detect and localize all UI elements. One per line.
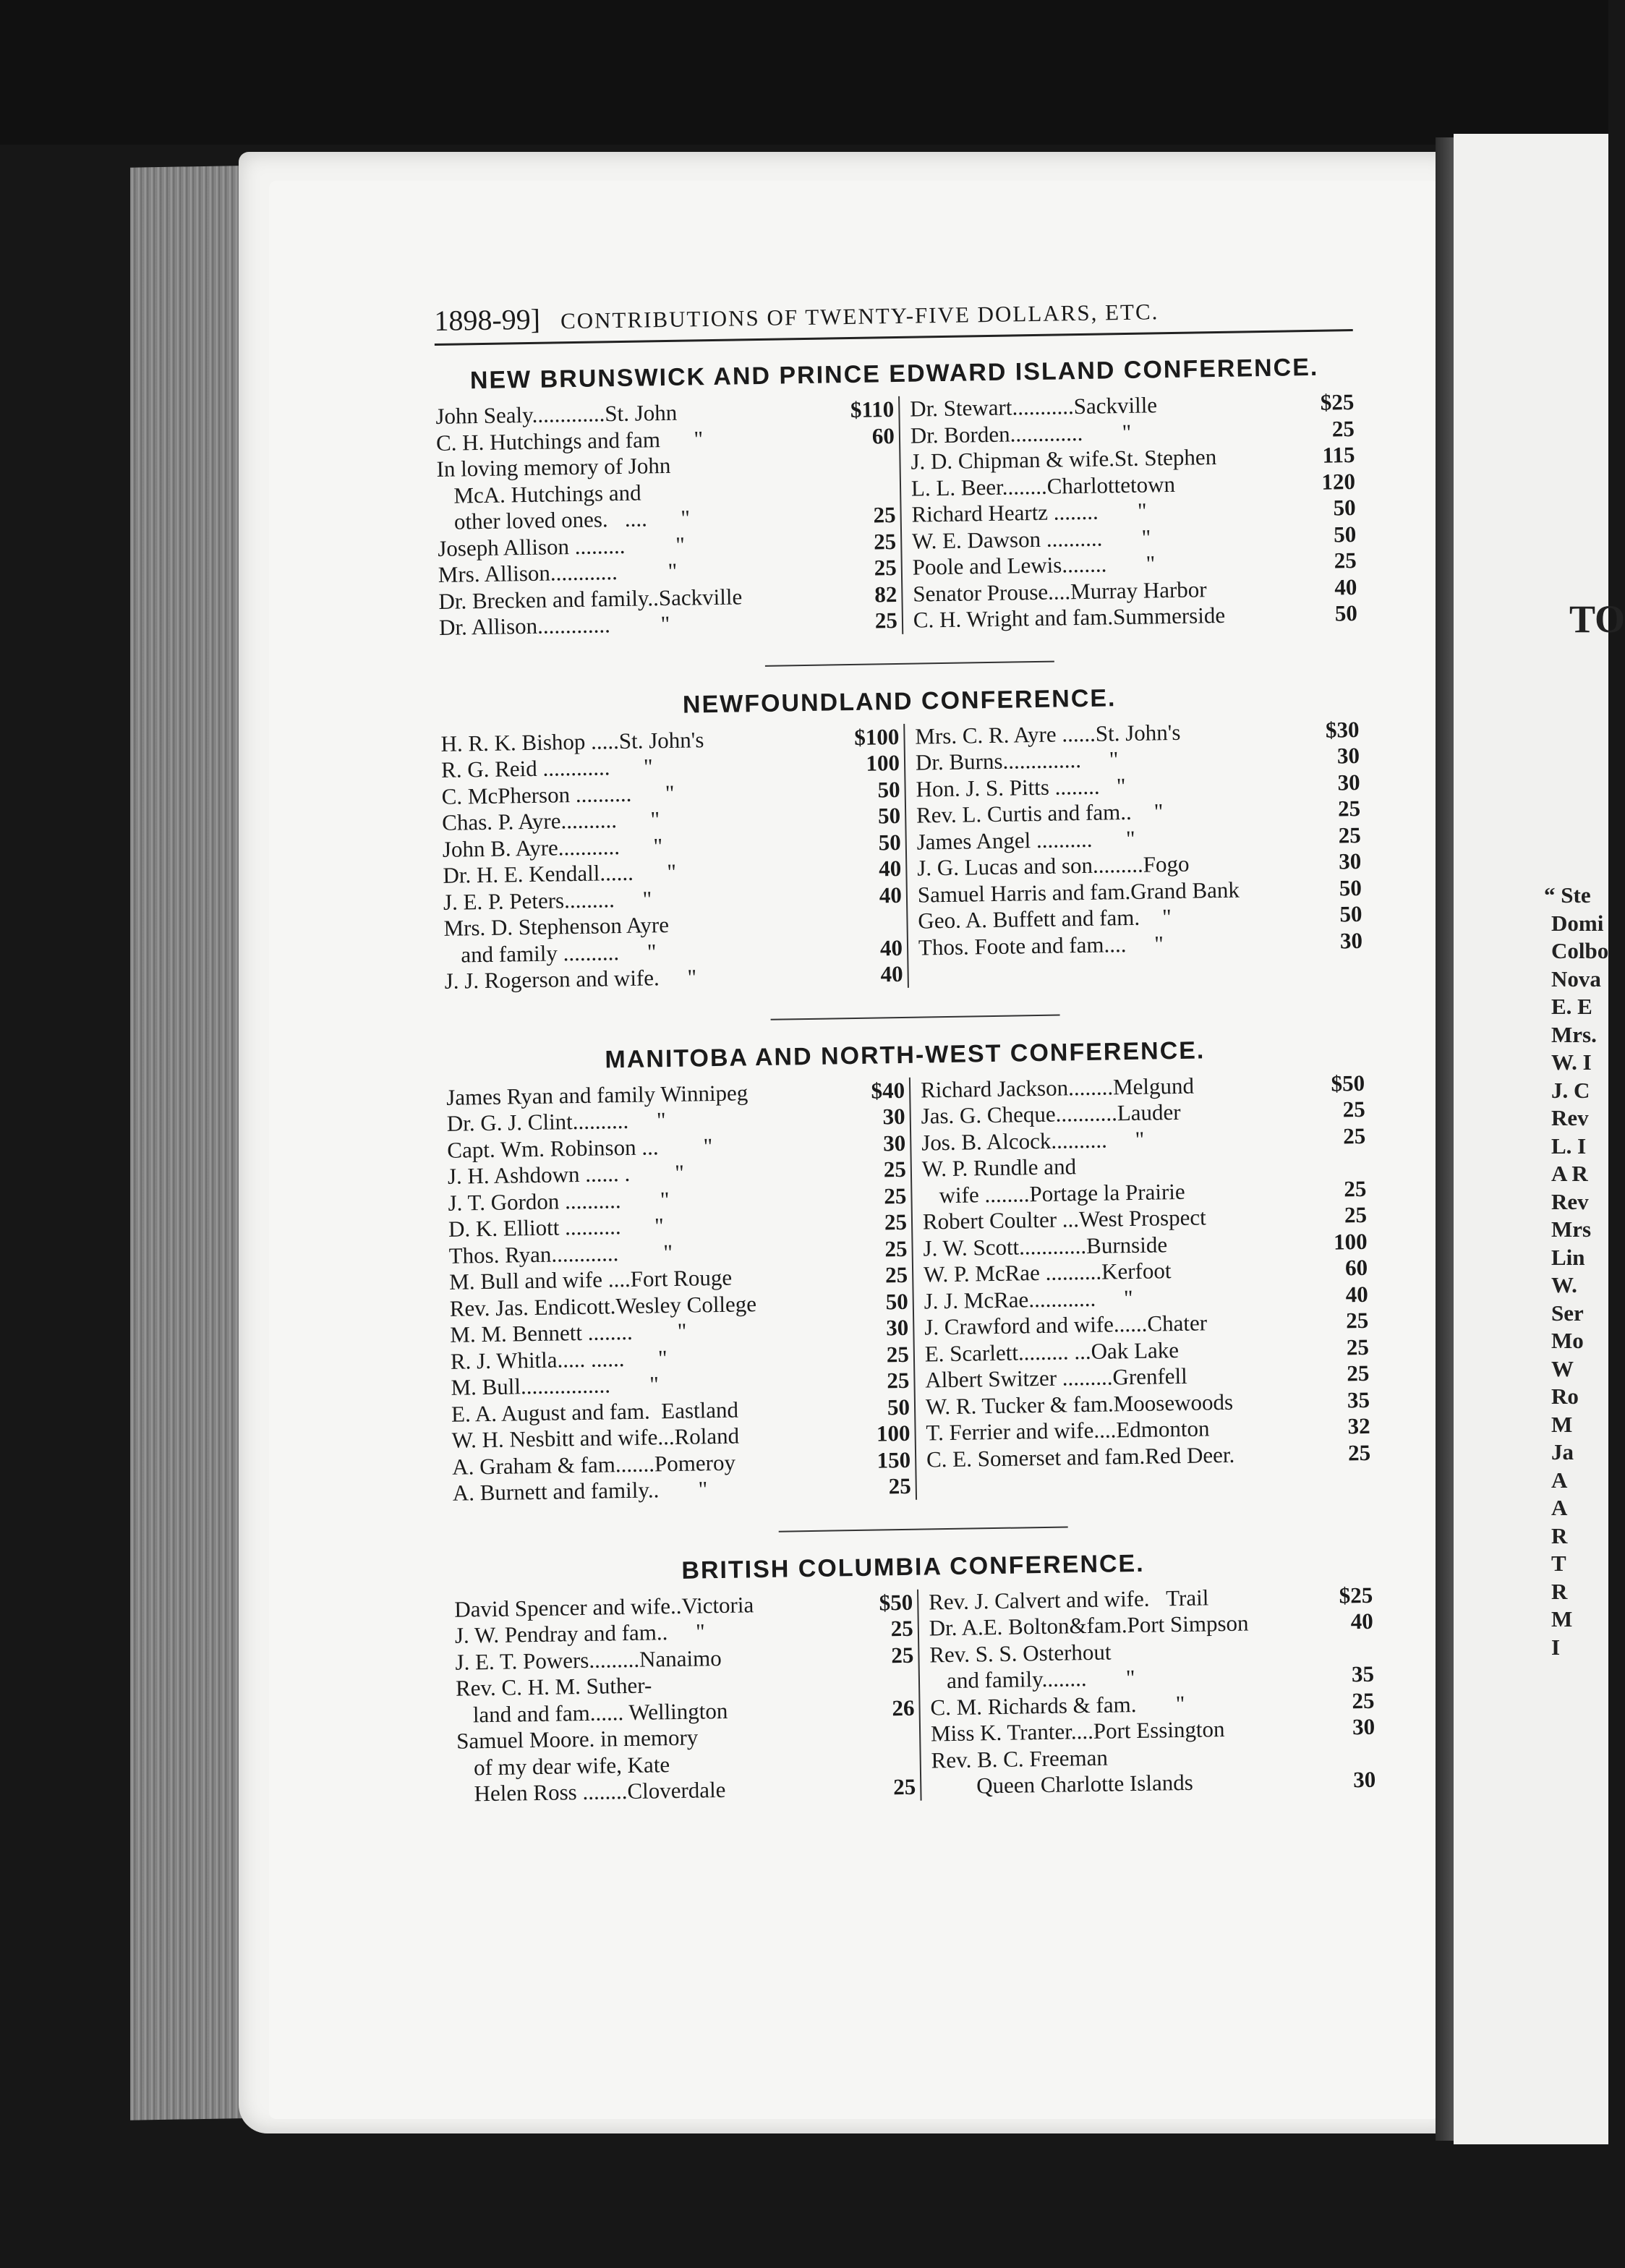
contributor-name-place: and family .......... " bbox=[443, 938, 657, 968]
facing-page-line-fragment: L. I bbox=[1551, 1133, 1587, 1159]
contributor-name-place: John B. Ayre........... " bbox=[442, 832, 663, 862]
contribution-amount: 40 bbox=[879, 934, 903, 960]
conference-title: BRITISH COLUMBIA CONFERENCE. bbox=[681, 1549, 1145, 1585]
contribution-amount: 25 bbox=[1337, 795, 1361, 822]
contributor-name-place: Chas. P. Ayre.......... " bbox=[441, 806, 660, 835]
contributor-name-place: Dr. A.E. Bolton&fam.Port Simpson bbox=[929, 1610, 1249, 1641]
facing-page-line-fragment: W. bbox=[1551, 1272, 1577, 1297]
contribution-amount: 30 bbox=[882, 1103, 905, 1130]
contributor-name-place: James Angel .......... " bbox=[916, 825, 1135, 855]
contributor-name-place: Senator Prouse....Murray Harbor bbox=[913, 576, 1207, 607]
contributor-name-place: Joseph Allison ......... " bbox=[438, 532, 686, 561]
contributor-name-place: C. E. Somerset and fam.Red Deer. bbox=[926, 1441, 1235, 1472]
contributor-name-place: E. Scarlett......... ...Oak Lake bbox=[924, 1336, 1180, 1367]
contribution-column-left bbox=[435, 396, 902, 641]
contribution-amount bbox=[871, 1668, 915, 1695]
backdrop bbox=[0, 0, 1608, 145]
contribution-amount bbox=[871, 1721, 916, 1748]
contribution-amount: 60 bbox=[1344, 1254, 1368, 1281]
contributor-name-place: Thos. Foote and fam.... " bbox=[918, 930, 1164, 960]
contributor-name-place: Jas. G. Cheque...........Lauder bbox=[921, 1099, 1181, 1129]
contributor-name-place: L. L. Beer........Charlottetown bbox=[910, 471, 1176, 501]
facing-page-line-fragment: Ro bbox=[1551, 1384, 1579, 1409]
conference-sections bbox=[435, 351, 1419, 1807]
contribution-amount: 25 bbox=[890, 1615, 914, 1642]
contributor-name-place: Hon. J. S. Pitts ........ " bbox=[916, 772, 1126, 802]
contribution-amount: 25 bbox=[883, 1156, 907, 1182]
facing-page-line-fragment: Colbo bbox=[1551, 938, 1609, 963]
contribution-amount: 32 bbox=[1347, 1412, 1370, 1439]
contribution-amount: 50 bbox=[1333, 495, 1356, 521]
contributor-name-place: W. H. Nesbitt and wife...Roland bbox=[451, 1423, 740, 1453]
contribution-amount: 25 bbox=[1342, 1096, 1365, 1122]
contribution-amount: 25 bbox=[1344, 1201, 1368, 1228]
contribution-amount: 25 bbox=[873, 528, 897, 554]
contribution-amount: $25 bbox=[1339, 1582, 1373, 1608]
contributor-name-place: W. P. McRae ..........Kerfoot bbox=[923, 1258, 1172, 1287]
contributor-name-place: T. Ferrier and wife....Edmonton bbox=[926, 1415, 1210, 1446]
contributor-name-place: J. H. Ashdown ...... . " bbox=[447, 1159, 685, 1189]
contributor-name-place: other loved ones. .... " bbox=[437, 505, 691, 534]
contribution-amount: 120 bbox=[1321, 468, 1356, 495]
facing-page bbox=[1454, 134, 1625, 2144]
contribution-amount: $100 bbox=[854, 723, 900, 750]
facing-page-line-fragment: I bbox=[1551, 1634, 1561, 1660]
contributor-name-place: M. M. Bennett ........ " bbox=[450, 1318, 687, 1347]
contributor-name-place: In loving memory of John bbox=[436, 452, 671, 482]
contribution-column-left bbox=[446, 1077, 916, 1506]
contribution-amount: 82 bbox=[874, 581, 897, 607]
contribution-amount: 25 bbox=[1331, 415, 1355, 442]
contributor-name-place: W. P. Rundle and bbox=[921, 1154, 1077, 1182]
contributor-name-place: D. K. Elliott .......... " bbox=[448, 1213, 665, 1242]
contribution-amount: 25 bbox=[887, 1367, 910, 1394]
contribution-amount: 30 bbox=[1336, 742, 1360, 769]
contribution-amount: 30 bbox=[1338, 848, 1362, 874]
contributor-name-place: Thos. Ryan............ " bbox=[448, 1239, 673, 1269]
contribution-amount: 25 bbox=[891, 1642, 914, 1668]
contributor-name-place: Rev. J. Calvert and wife. Trail bbox=[928, 1584, 1209, 1614]
contributor-name-place: J. G. Lucas and son.........Fogo bbox=[916, 850, 1190, 881]
contribution-amount: 40 bbox=[1350, 1608, 1374, 1634]
contributor-name-place: A. Graham & fam.......Pomeroy bbox=[451, 1449, 736, 1480]
facing-page-line-fragment: T bbox=[1551, 1551, 1566, 1576]
facing-page-line-fragment: A bbox=[1551, 1467, 1568, 1493]
contributor-name-place: Rev. Jas. Endicott.Wesley College bbox=[449, 1290, 757, 1321]
contribution-amount: 25 bbox=[892, 1773, 916, 1800]
contribution-amount bbox=[1330, 1634, 1374, 1661]
contributor-name-place: Poole and Lewis........ " bbox=[912, 550, 1156, 580]
contribution-columns bbox=[435, 389, 1357, 641]
contribution-amount: 25 bbox=[884, 1235, 908, 1261]
contribution-amount: 50 bbox=[887, 1394, 910, 1420]
contribution-amount: $30 bbox=[1325, 716, 1360, 743]
facing-page-line-fragment: Mo bbox=[1551, 1328, 1584, 1353]
facing-page-heading-fragment: TO bbox=[1569, 597, 1625, 641]
contribution-amount: 25 bbox=[884, 1261, 908, 1288]
contributor-name-place: J. D. Chipman & wife.St. Stephen bbox=[910, 444, 1217, 474]
contributor-name-place: A. Burnett and family.. " bbox=[452, 1476, 708, 1506]
contribution-amount: 100 bbox=[1333, 1228, 1368, 1255]
contribution-amount: 25 bbox=[1347, 1360, 1370, 1386]
contribution-amount: 40 bbox=[1334, 574, 1357, 600]
facing-page-line-fragment: Nova bbox=[1551, 965, 1601, 992]
contribution-amount: $25 bbox=[1320, 389, 1355, 415]
contribution-amount bbox=[852, 476, 896, 503]
facing-page-line-fragment: Mrs bbox=[1551, 1216, 1592, 1242]
contribution-amount bbox=[1331, 1740, 1376, 1767]
contribution-columns bbox=[440, 716, 1363, 994]
contribution-amount: 25 bbox=[886, 1341, 910, 1367]
contributor-name-place: Dr. Brecken and family..Sackville bbox=[438, 583, 743, 614]
contribution-amount: 35 bbox=[1351, 1660, 1375, 1687]
contributor-name-place: Rev. B. C. Freeman bbox=[931, 1744, 1109, 1773]
contribution-amount: 40 bbox=[1345, 1281, 1368, 1307]
contribution-amount: $50 bbox=[879, 1589, 913, 1616]
contribution-amount: 50 bbox=[1334, 600, 1358, 626]
contributor-name-place: J. W. Pendray and fam.. " bbox=[454, 1619, 706, 1648]
contributor-name-place: Dr. H. E. Kendall...... " bbox=[443, 858, 677, 888]
contributor-name-place: W. E. Dawson .......... " bbox=[911, 524, 1151, 554]
facing-page-line-fragment: Rev bbox=[1551, 1105, 1589, 1130]
contributor-name-place: Mrs. Allison............ " bbox=[438, 558, 678, 587]
contributor-name-place: J. J. Rogerson and wife. " bbox=[444, 964, 697, 994]
facing-page-line-fragment: R bbox=[1551, 1522, 1568, 1548]
contributor-name-place: Robert Coulter ...West Prospect bbox=[922, 1204, 1206, 1235]
facing-page-line-fragment: R bbox=[1551, 1578, 1568, 1604]
facing-page-line-fragment: Ja bbox=[1551, 1439, 1574, 1465]
contributor-name-place: M. Bull................ " bbox=[451, 1371, 660, 1400]
contributor-name-place: Rev. L. Curtis and fam.. " bbox=[916, 798, 1164, 828]
contributor-name-place: wife ........Portage la Prairie bbox=[922, 1178, 1185, 1208]
facing-page-line-fragment: Domi bbox=[1551, 910, 1604, 936]
contributor-name-place: C. H. Hutchings and fam " bbox=[435, 425, 704, 456]
conference-title: MANITOBA AND NORTH-WEST CONFERENCE. bbox=[605, 1036, 1206, 1073]
facing-page-line-fragment: A bbox=[1551, 1495, 1568, 1520]
conference-section bbox=[453, 1543, 1419, 1807]
contributor-name-place: Richard Heartz ........ " bbox=[911, 498, 1147, 527]
contributor-name-place: Queen Charlotte Islands bbox=[931, 1769, 1194, 1799]
contribution-amount: 50 bbox=[877, 776, 900, 802]
contribution-amount: 40 bbox=[878, 855, 902, 882]
contributor-name-place: J. Crawford and wife......Chater bbox=[924, 1310, 1208, 1340]
contribution-amount: 40 bbox=[879, 882, 903, 908]
contribution-amount: 100 bbox=[876, 1420, 910, 1446]
contributor-name-place: J. W. Scott............Burnside bbox=[923, 1231, 1168, 1261]
contribution-amount: 150 bbox=[877, 1446, 911, 1473]
contribution-amount: 25 bbox=[1352, 1687, 1375, 1713]
contribution-amount: 25 bbox=[884, 1182, 907, 1208]
contribution-amount: 50 bbox=[1333, 521, 1357, 547]
contribution-amount: 50 bbox=[877, 802, 901, 829]
conference-section bbox=[440, 678, 1406, 995]
contributor-name-place: David Spencer and wife..Victoria bbox=[454, 1591, 754, 1622]
contribution-amount bbox=[851, 449, 895, 476]
contributor-name-place: R. J. Whitla..... ...... " bbox=[450, 1344, 668, 1374]
contribution-amount: 25 bbox=[1346, 1334, 1370, 1360]
contribution-amount: $40 bbox=[871, 1077, 905, 1104]
contributor-name-place: H. R. K. Bishop .....St. John's bbox=[440, 726, 704, 756]
facing-page-line-fragment: Mrs. bbox=[1551, 1021, 1597, 1047]
contributor-name-place: C. H. Wright and fam.Summerside bbox=[913, 602, 1226, 633]
contribution-amount: 40 bbox=[880, 960, 903, 987]
contributor-name-place: John Sealy.............St. John bbox=[435, 399, 678, 429]
contribution-amount bbox=[1323, 1149, 1367, 1176]
contributor-name-place: Richard Jackson........Melgund bbox=[920, 1073, 1195, 1103]
contribution-amount: 25 bbox=[884, 1208, 908, 1235]
contribution-amount: $50 bbox=[1331, 1070, 1365, 1096]
contribution-amount: 25 bbox=[1334, 547, 1357, 574]
contributor-name-place: Mrs. C. R. Ayre ......St. John's bbox=[915, 719, 1181, 749]
contributor-name-place: Dr. Borden............. " bbox=[910, 419, 1132, 448]
contributor-name-place: Geo. A. Buffett and fam. " bbox=[918, 904, 1172, 934]
section-divider bbox=[779, 1526, 1068, 1532]
contribution-amount: 60 bbox=[871, 422, 895, 449]
contributor-name-place: Rev. C. H. M. Suther- bbox=[455, 1672, 652, 1701]
conference-title: NEW BRUNSWICK AND PRINCE EDWARD ISLAND CONFERENCE. bbox=[469, 353, 1319, 395]
contributor-name-place: Dr. Burns.............. " bbox=[915, 746, 1119, 775]
contribution-amount: 30 bbox=[1337, 769, 1360, 795]
contribution-amount: 25 bbox=[873, 502, 896, 528]
contribution-amount bbox=[858, 908, 903, 935]
contributor-name-place: Mrs. D. Stephenson Ayre bbox=[443, 912, 670, 941]
contributor-name-place: land and fam...... Wellington bbox=[456, 1697, 728, 1728]
contributor-name-place: Dr. G. J. Clint.......... " bbox=[446, 1107, 666, 1136]
facing-page-line-fragment: A R bbox=[1551, 1161, 1588, 1186]
contributor-name-place: J. J. McRae............ " bbox=[924, 1284, 1133, 1314]
contribution-amount: 115 bbox=[1322, 442, 1355, 468]
contributor-name-place: Capt. Wm. Robinson ... " bbox=[447, 1133, 713, 1163]
contribution-amount: 30 bbox=[882, 1130, 906, 1156]
contribution-amount: 30 bbox=[1352, 1766, 1376, 1793]
running-head-title: CONTRIBUTIONS OF TWENTY-FIVE DOLLARS, ETC. bbox=[560, 299, 1159, 334]
facing-page-line-fragment: W. I bbox=[1551, 1049, 1592, 1075]
facing-page-line-fragment: M bbox=[1551, 1411, 1573, 1437]
contribution-amount: 25 bbox=[1347, 1439, 1371, 1465]
contribution-amount: 25 bbox=[1342, 1122, 1366, 1148]
facing-page-line-fragment: J. C bbox=[1551, 1077, 1590, 1103]
contributor-name-place: McA. Hutchings and bbox=[436, 479, 641, 508]
section-divider bbox=[765, 660, 1054, 666]
contribution-amount: 50 bbox=[878, 829, 901, 855]
contributor-name-place: Miss K. Tranter....Port Essington bbox=[930, 1716, 1225, 1747]
contribution-amount: 100 bbox=[866, 749, 900, 776]
contribution-column-left bbox=[440, 723, 908, 994]
contribution-amount: 25 bbox=[888, 1472, 911, 1499]
contribution-amount: 30 bbox=[885, 1314, 909, 1341]
contributor-name-place: of my dear wife, Kate bbox=[456, 1751, 670, 1781]
contributor-name-place: Albert Switzer .........Grenfell bbox=[925, 1363, 1188, 1393]
contribution-amount: 30 bbox=[1352, 1713, 1376, 1740]
facing-page-line-fragment: Lin bbox=[1551, 1244, 1585, 1270]
contribution-amount: 25 bbox=[874, 607, 898, 634]
contribution-amount: 50 bbox=[1339, 900, 1362, 927]
contribution-amount: 25 bbox=[1345, 1307, 1369, 1334]
contributor-name-place: C. McPherson .......... " bbox=[441, 780, 675, 809]
contribution-amount: 50 bbox=[1339, 874, 1362, 900]
contribution-amount bbox=[871, 1747, 916, 1774]
contributor-name-place: R. G. Reid ............ " bbox=[440, 754, 653, 783]
page-content bbox=[434, 289, 1419, 1807]
contributor-name-place: J. E. P. Peters......... " bbox=[443, 885, 652, 915]
contribution-column-right bbox=[898, 389, 1357, 634]
conference-title: NEWFOUNDLAND CONFERENCE. bbox=[682, 683, 1117, 719]
section-divider bbox=[771, 1014, 1060, 1020]
contributor-name-place: James Ryan and family Winnipeg bbox=[445, 1079, 748, 1110]
contributor-name-place: Dr. Allison............. " bbox=[438, 610, 670, 640]
running-head-year: 1898-99] bbox=[434, 302, 541, 337]
conference-section bbox=[445, 1031, 1415, 1506]
facing-page-line-fragment: W bbox=[1551, 1355, 1574, 1381]
contributor-name-place: Dr. Stewart...........Sackville bbox=[909, 392, 1158, 422]
contribution-amount: 30 bbox=[1339, 927, 1363, 953]
contributor-name-place: J. E. T. Powers.........Nanaimo bbox=[455, 1645, 722, 1675]
facing-page-line-fragment: Ser bbox=[1551, 1300, 1584, 1326]
contribution-column-right bbox=[917, 1582, 1376, 1800]
conference-section bbox=[435, 351, 1401, 641]
contributor-name-place: W. R. Tucker & fam.Moosewoods bbox=[925, 1389, 1234, 1420]
contribution-amount: 25 bbox=[874, 554, 897, 581]
contributor-name-place: and family........ " bbox=[929, 1665, 1135, 1694]
contribution-columns bbox=[454, 1582, 1376, 1807]
contributor-name-place: C. M. Richards & fam. " bbox=[930, 1690, 1185, 1720]
contribution-column-right bbox=[909, 1070, 1371, 1499]
contribution-column-left bbox=[454, 1589, 920, 1807]
contributor-name-place: Helen Ross ........Cloverdale bbox=[457, 1776, 726, 1807]
contributor-name-place: J. T. Gordon .......... " bbox=[448, 1186, 670, 1216]
contribution-amount: $110 bbox=[850, 396, 895, 422]
facing-page-line-fragment: Rev bbox=[1551, 1188, 1589, 1214]
contributor-name-place: Rev. S. S. Osterhout bbox=[929, 1639, 1112, 1667]
facing-page-line-fragment: E. E bbox=[1551, 994, 1592, 1019]
contributor-name-place: Jos. B. Alcock.......... " bbox=[921, 1126, 1145, 1156]
contribution-column-right bbox=[903, 716, 1363, 987]
contributor-name-place: M. Bull and wife ....Fort Rouge bbox=[448, 1264, 733, 1295]
contribution-amount: 26 bbox=[892, 1694, 915, 1721]
facing-page-line-fragment: “ Ste bbox=[1544, 882, 1591, 908]
facing-page-line-fragment: M bbox=[1551, 1606, 1573, 1632]
contribution-amount: 25 bbox=[1344, 1175, 1367, 1201]
contributor-name-place: E. A. August and fam. Eastland bbox=[451, 1397, 739, 1427]
contribution-columns bbox=[446, 1070, 1371, 1506]
contribution-amount: 50 bbox=[885, 1288, 908, 1314]
contribution-amount: 35 bbox=[1347, 1386, 1370, 1412]
contributor-name-place: Samuel Harris and fam.Grand Bank bbox=[917, 877, 1240, 908]
contribution-amount: 25 bbox=[1338, 822, 1361, 848]
contributor-name-place: Samuel Moore. in memory bbox=[456, 1724, 699, 1754]
